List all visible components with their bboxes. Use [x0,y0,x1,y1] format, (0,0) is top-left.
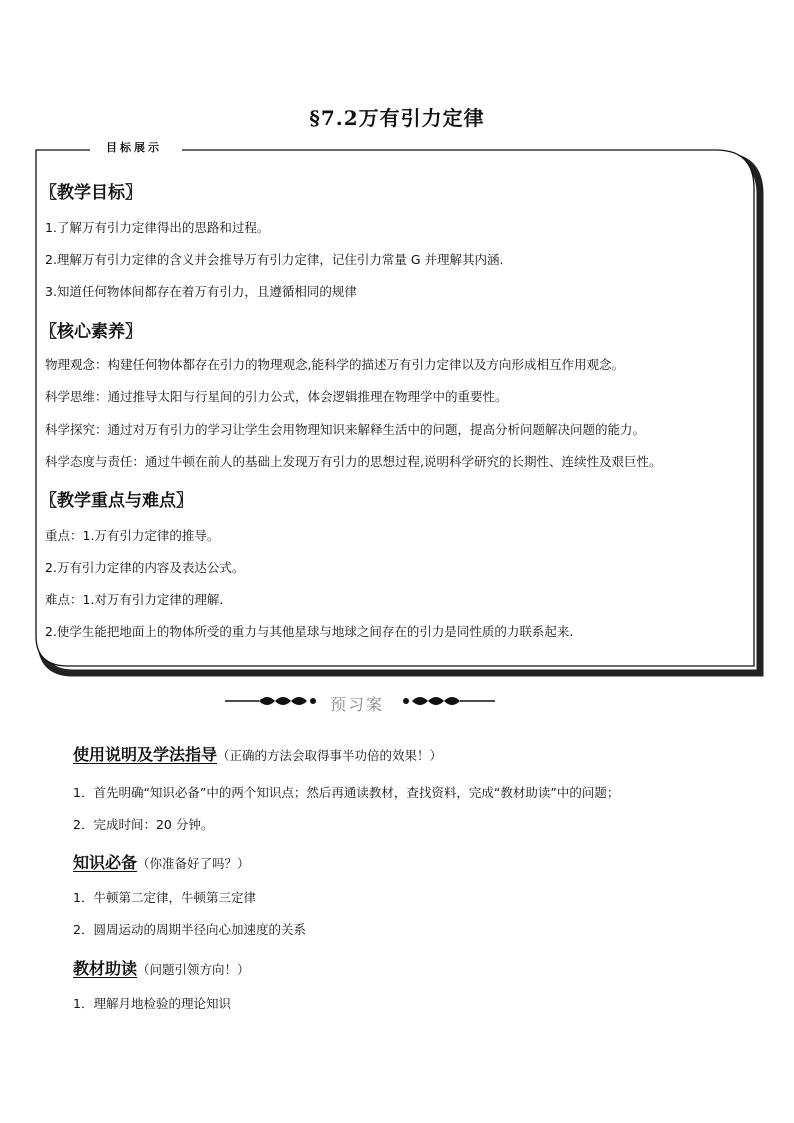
literacy-line: 科学探究：通过对万有引力的学习让学生会用物理知识来解释生活中的问题，提高分析问题解决问题的能力。 [45,422,646,437]
goal-line: 2.理解万有引力定律的含义并会推导万有引力定律，记住引力常量 G 并理解其内涵. [45,252,504,267]
textbook-guide-note: （问题引领方向！） [137,962,250,977]
ornament-left-icon [225,693,320,709]
knowledge-note: （你准备好了吗？） [137,856,250,871]
section-heading-teaching-goals: 〖教学目标〗 [40,183,142,203]
key-point-line: 重点：1.万有引力定律的推导。 [45,528,220,543]
usage-guide-item: 2．完成时间：20 分钟。 [73,817,214,832]
literacy-line: 科学态度与责任：通过牛顿在前人的基础上发现万有引力的思想过程,说明科学研究的长期性、连续性及艰巨性。 [45,454,662,469]
textbook-guide-heading [73,956,250,979]
key-point-line: 2.万有引力定律的内容及表达公式。 [45,560,245,575]
literacy-line: 科学思维：通过推导太阳与行星间的引力公式，体会逻辑推理在物理学中的重要性。 [45,389,508,404]
knowledge-title: 知识必备 [73,853,138,872]
key-point-line: 难点：1.对万有引力定律的理解. [45,592,224,607]
section-heading-key-points: 〖教学重点与难点〗 [40,491,193,511]
knowledge-heading [73,850,250,873]
page-title: §7.2万有引力定律 [309,106,485,130]
key-point-line: 2.使学生能把地面上的物体所受的重力与其他星球与地球之间存在的引力是同性质的力联系起来. [45,624,574,639]
section-heading-core-literacy: 〖核心素养〗 [40,322,142,342]
knowledge-item: 2．圆周运动的周期半径向心加速度的关系 [73,922,306,937]
goal-line: 1.了解万有引力定律得出的思路和过程。 [45,220,270,235]
preview-title: 预习案 [330,695,385,714]
usage-guide-note: （正确的方法会取得事半功倍的效果！） [217,748,443,763]
goal-line: 3.知道任何物体间都存在着万有引力，且遵循相同的规律 [45,284,357,299]
usage-guide-heading [73,742,442,765]
usage-guide-title: 使用说明及学法指导 [73,745,218,764]
knowledge-item: 1．牛顿第二定律，牛顿第三定律 [73,890,256,905]
textbook-guide-item: 1．理解月地检验的理论知识 [73,996,231,1011]
textbook-guide-title: 教材助读 [73,959,138,978]
usage-guide-item: 1．首先明确“知识必备”中的两个知识点；然后再通读教材，查找资料，完成“教材助读”中的问题； [73,785,620,800]
literacy-line: 物理观念：构建任何物体都存在引力的物理观念,能科学的描述万有引力定律以及方向形成相互作用观念。 [45,357,624,372]
goal-tag: 目标展示 [100,139,168,155]
ornament-right-icon [400,693,495,709]
